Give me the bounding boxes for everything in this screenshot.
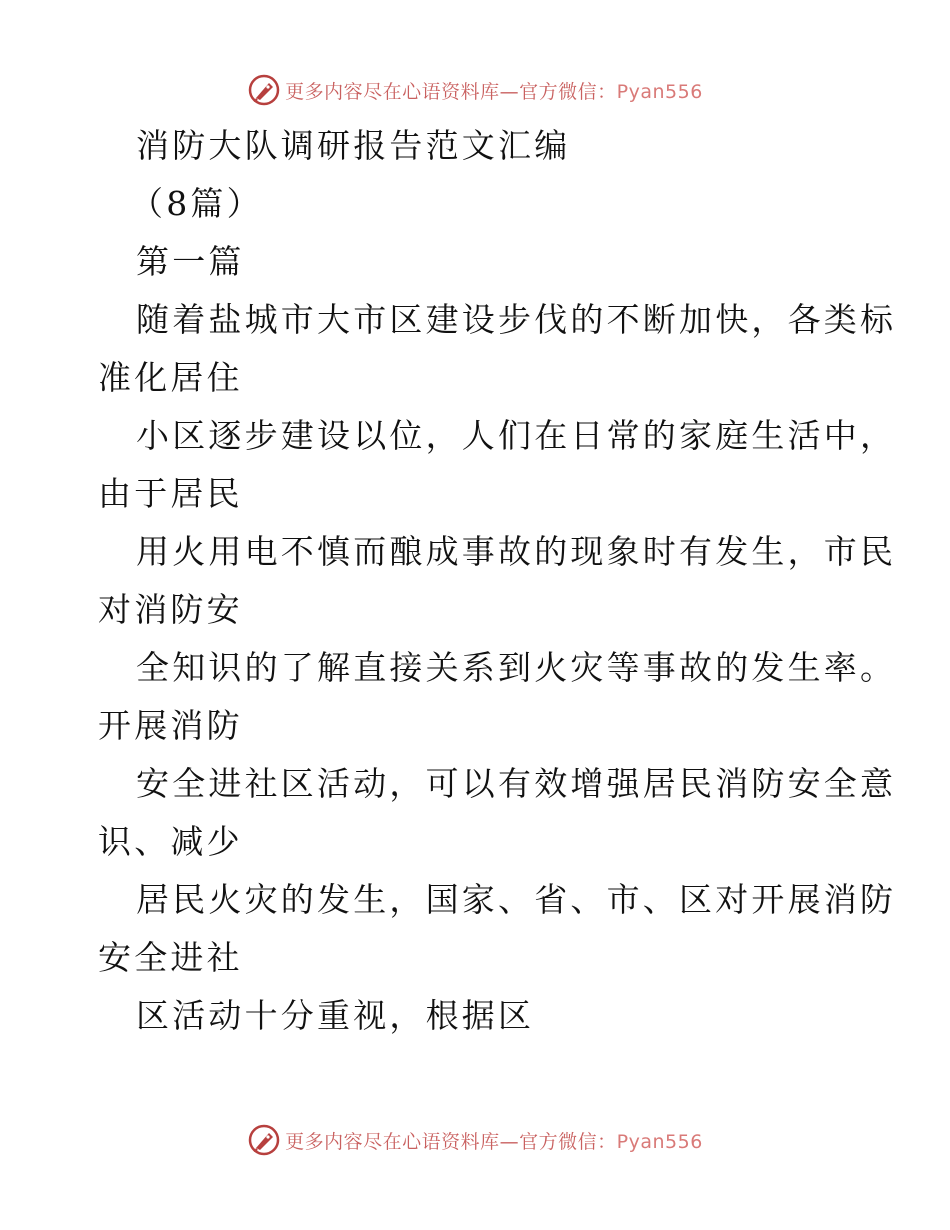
watermark-text: 更多内容尽在心语资料库—官方微信：Pyan556 [285,1130,703,1153]
document-title: 消防大队调研报告范文汇编 [136,126,571,165]
watermark-text: 更多内容尽在心语资料库—官方微信：Pyan556 [285,80,703,103]
body-line: 识、减少 [98,822,243,861]
body-line: 由于居民 [98,474,243,513]
footer-watermark [0,1120,950,1160]
body-line: 安全进社区活动，可以有效增强居民消防安全意 [136,764,897,803]
body-line: 小区逐步建设以位，人们在日常的家庭生活中， [136,416,897,455]
section-heading: 第一篇 [136,242,245,281]
body-line: 开展消防 [98,706,243,745]
document-subtitle: （8篇） [130,184,263,223]
pen-nib-logo-icon [247,73,281,107]
body-line: 对消防安 [98,590,243,629]
body-line: 安全进社 [98,938,243,977]
body-line: 准化居住 [98,358,243,397]
body-line: 全知识的了解直接关系到火灾等事故的发生率。 [136,648,897,687]
body-line: 用火用电不慎而酿成事故的现象时有发生，市民 [136,532,897,571]
header-watermark [0,70,950,110]
body-line: 随着盐城市大市区建设步伐的不断加快，各类标 [136,300,897,339]
body-line: 居民火灾的发生，国家、省、市、区对开展消防 [136,880,897,919]
document-body [0,117,950,1045]
pen-nib-logo-icon [247,1123,281,1157]
watermark-wechat-id: Pyan556 [616,1130,703,1153]
watermark-wechat-id: Pyan556 [616,80,703,103]
body-line: 区活动十分重视，根据区 [136,996,535,1035]
